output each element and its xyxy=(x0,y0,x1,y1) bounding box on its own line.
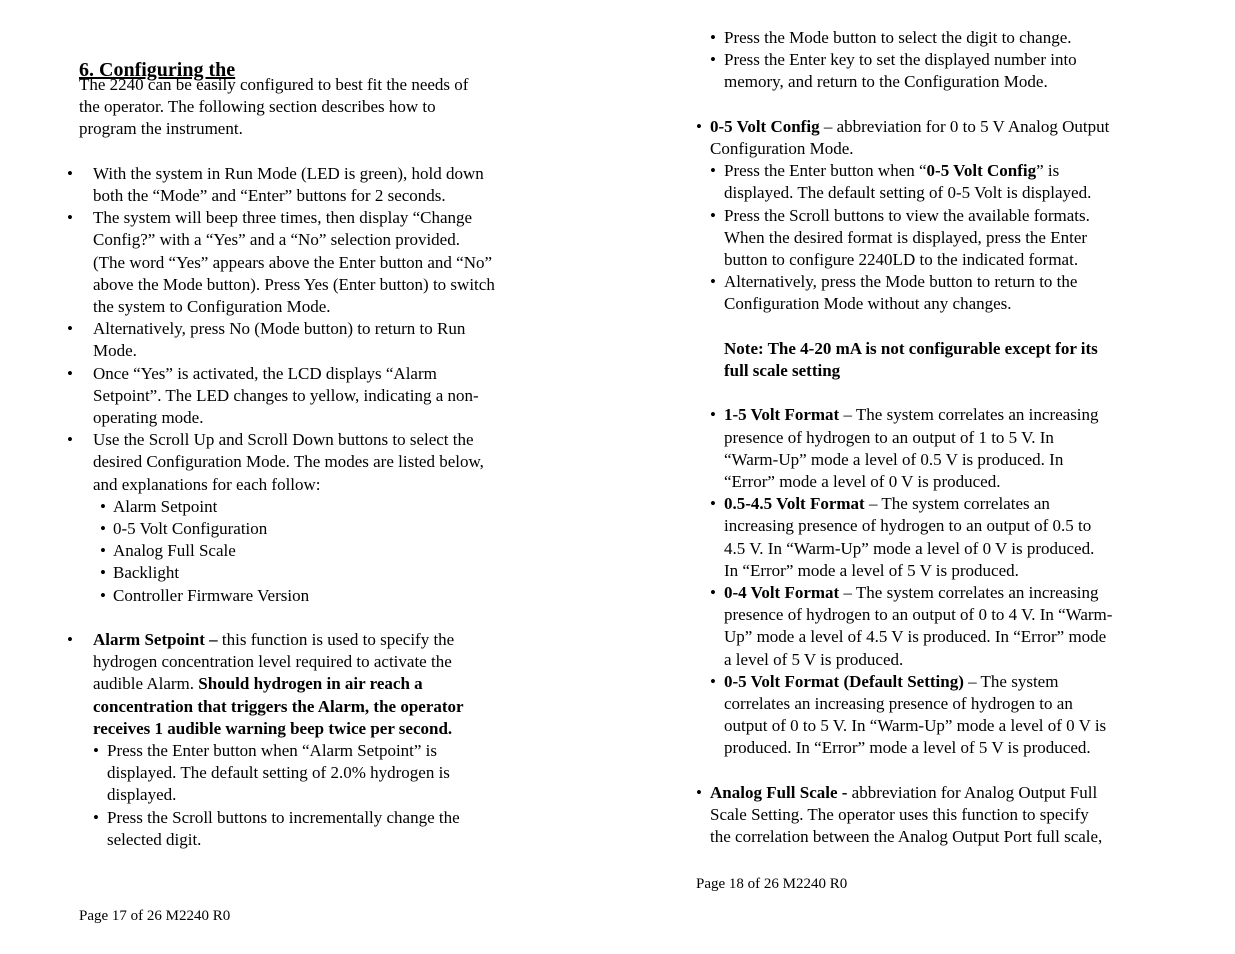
mode-list-item: • 0-5 Volt Configuration xyxy=(79,518,549,540)
volt-config-sub-item: • Alternatively, press the Mode button to return to the Configuration Mode without any changes. xyxy=(696,271,1161,315)
volt-config-sub-item: • Press the Enter button when “0-5 Volt Config” is displayed. The default setting of 0-5 Volt is displayed. xyxy=(696,160,1161,204)
format-item: • 0-4 Volt Format – The system correlates an increasing presence of hydrogen to an output of 0 to 4 V. In “Warm- Up” mode a level of 4.5 V is produced. In “Error” mode a level of 5 V is produced. xyxy=(696,582,1161,671)
volt-config-text: – abbreviation for 0 to 5 V Analog Output Configuration Mode. xyxy=(710,116,1110,158)
right-text-flow xyxy=(696,27,1161,848)
step-item: • The system will beep three times, then display “Change Config?” with a “Yes” and a “No” selection provided. (The word “Yes” appears above the Enter button and “No” above the Mode button). Press Yes (Enter button) to switch the system to Configuration Mode. xyxy=(79,207,549,318)
volt-config-item xyxy=(696,116,1161,160)
analog-full-scale-label: Analog Full Scale - xyxy=(710,782,848,802)
format-item: • 0-5 Volt Format (Default Setting) – The system correlates an increasing presence of hydrogen to an output of 0 to 5 V. In “Warm-Up” mode a level of 0 V is produced. In “Error” mode a level of 5 V is produced. xyxy=(696,671,1161,760)
alarm-sub-item: • Press the Enter button when “Alarm Setpoint” is displayed. The default setting of 2.0% hydrogen is displayed. xyxy=(79,740,549,807)
alarm-setpoint-warning: Should hydrogen in air reach a concentration that triggers the Alarm, the operator receives 1 audible warning beep twice per second. xyxy=(93,674,464,738)
analog-full-scale-item xyxy=(696,782,1161,849)
analog-full-scale-text: abbreviation for Analog Output Full Scale Setting. The operator uses this function to specify the correlation between the Analog Output Port full scale, xyxy=(710,782,1103,847)
intro-paragraph: The 2240 can be easily configured to best fit the needs of the operator. The following section describes how to program the instrument. xyxy=(79,75,469,139)
step-item: • With the system in Run Mode (LED is green), hold down both the “Mode” and “Enter” buttons for 2 seconds. xyxy=(79,163,549,207)
page-footer-right: Page 18 of 26 M2240 R0 xyxy=(696,876,848,892)
alarm-setpoint-label: Alarm Setpoint – xyxy=(93,630,218,650)
mode-list-item: • Analog Full Scale xyxy=(79,540,549,562)
alarm-continued-item: • Press the Mode button to select the digit to change. xyxy=(696,27,1161,49)
section-heading: 6. Configuring the xyxy=(79,59,236,81)
alarm-setpoint-item xyxy=(79,629,549,740)
alarm-setpoint-text: this function is used to specify the hydrogen concentration level required to activate the audible Alarm. xyxy=(93,630,455,694)
mode-list-item: • Backlight xyxy=(79,562,549,584)
volt-config-sub-item: • Press the Scroll buttons to view the available formats. When the desired format is displayed, press the Enter button to configure 2240LD to the indicated format. xyxy=(696,205,1161,272)
format-item: • 1-5 Volt Format – The system correlates an increasing presence of hydrogen to an output of 1 to 5 V. In “Warm-Up” mode a level of 0.5 V is produced. In “Error” mode a level of 0 V is produced. xyxy=(696,404,1161,493)
alarm-continued-item: • Press the Enter key to set the displayed number into memory, and return to the Configuration Mode. xyxy=(696,49,1161,93)
left-text-flow xyxy=(79,74,549,851)
step-item: • Use the Scroll Up and Scroll Down buttons to select the desired Configuration Mode. The modes are listed below, and explanations for each follow: xyxy=(79,429,549,496)
volt-config-label: 0-5 Volt Config xyxy=(710,116,820,136)
step-item: • Once “Yes” is activated, the LCD displays “Alarm Setpoint”. The LED changes to yellow, indicating a non- operating mode. xyxy=(79,363,549,430)
mode-list-item: • Alarm Setpoint xyxy=(79,496,549,518)
mode-list-item: • Controller Firmware Version xyxy=(79,585,549,607)
step-item: • Alternatively, press No (Mode button) to return to Run Mode. xyxy=(79,318,549,362)
page-footer-left: Page 17 of 26 M2240 R0 xyxy=(79,908,231,924)
alarm-sub-item: • Press the Scroll buttons to incrementally change the selected digit. xyxy=(79,807,549,851)
format-item: • 0.5-4.5 Volt Format – The system correlates an increasing presence of hydrogen to an output of 0.5 to 4.5 V. In “Warm-Up” mode a level of 0 V is produced. In “Error” mode a level of 5 V is produced. xyxy=(696,493,1161,582)
note-text: Note: The 4-20 mA is not configurable except for its full scale setting xyxy=(724,338,1098,381)
